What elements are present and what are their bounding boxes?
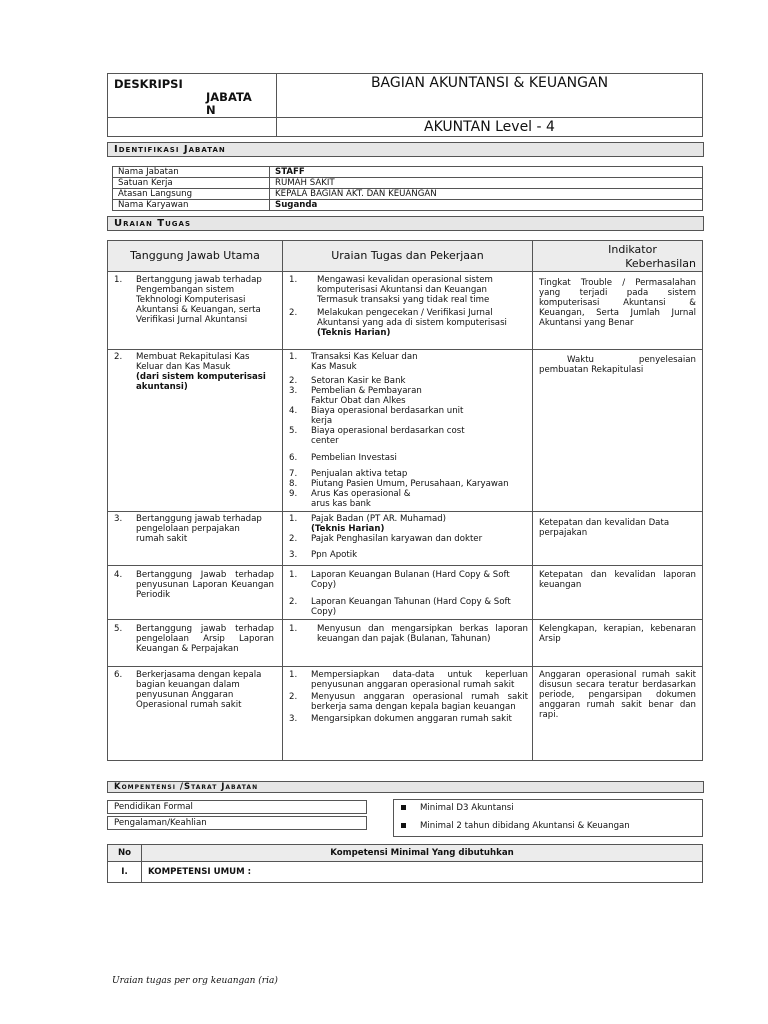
task-text: Arus Kas operasional & bbox=[311, 489, 411, 499]
header-subtitle: AKUNTAN Level - 4 bbox=[277, 118, 703, 137]
footer-note: Uraian tugas per org keuangan (ria) bbox=[112, 976, 278, 986]
task-number: 1. bbox=[289, 514, 298, 524]
task-number: 7. bbox=[289, 469, 298, 479]
identifikasi-heading: Identifikasi Jabatan bbox=[107, 142, 704, 157]
task-text: Faktur Obat dan Alkes bbox=[311, 396, 406, 406]
pengalaman-value bbox=[401, 821, 630, 831]
row-responsibility: Bertanggung Jawab terhadap penyusunan Laporan Keuangan Periodik bbox=[136, 570, 274, 600]
task-number: 1. bbox=[289, 624, 298, 634]
task-text: Menyusun dan mengarsipkan berkas laporan keuangan dan pajak (Bulanan, Tahunan) bbox=[317, 624, 528, 644]
identifikasi-label: Nama Karyawan bbox=[113, 200, 270, 211]
task-text: Setoran Kasir ke Bank bbox=[311, 376, 406, 386]
pengalaman-value-text: Minimal 2 tahun dibidang Akuntansi & Keuangan bbox=[420, 821, 630, 831]
header-left-cell bbox=[108, 74, 277, 118]
col-indikator-line1: Indikator bbox=[608, 243, 657, 256]
task-number: 1. bbox=[289, 570, 298, 580]
table-row bbox=[108, 667, 703, 761]
task-text: Pajak Badan (PT AR. Muhamad) bbox=[311, 514, 447, 524]
identifikasi-value: RUMAH SAKIT bbox=[270, 178, 703, 189]
identifikasi-value: STAFF bbox=[270, 167, 703, 178]
task-text: Laporan Keuangan Bulanan (Hard Copy & Soft Copy) bbox=[311, 570, 510, 590]
identifikasi-label: Satuan Kerja bbox=[113, 178, 270, 189]
task-number: 3. bbox=[289, 714, 298, 724]
row-indicator: Waktu penyelesaian pembuatan Rekapitulasi bbox=[533, 350, 703, 512]
col-indikator bbox=[533, 241, 703, 272]
task-number: 2. bbox=[289, 534, 298, 544]
row-responsibility: Membuat Rekapitulasi Kas Keluar dan Kas Masuk bbox=[136, 352, 250, 372]
task-text: Biaya operasional berdasarkan cost center bbox=[311, 426, 465, 446]
task-text: Mengarsipkan dokumen anggaran rumah sakit bbox=[311, 714, 512, 724]
task-text: Ppn Apotik bbox=[311, 550, 358, 560]
table-row bbox=[108, 620, 703, 667]
kompetensi-heading: Kompentensi /Starat Jabatan bbox=[107, 781, 704, 793]
task-text: Pembelian Investasi bbox=[311, 453, 397, 463]
task-number: 6. bbox=[289, 453, 298, 463]
header-left-line1: DESKRIPSI bbox=[114, 77, 183, 91]
row-number: 2. bbox=[114, 352, 123, 362]
pendidikan-value bbox=[401, 803, 514, 813]
header-left-line3: N bbox=[206, 103, 216, 117]
row-indicator: Tingkat Trouble / Permasalahan yang terjadi pada sistem komputerisasi Akuntansi & Keuangan, Serta Jumlah Jurnal Akuntansi yang Benar bbox=[533, 272, 703, 350]
task-number: 1. bbox=[289, 275, 298, 285]
row-number: I. bbox=[108, 862, 142, 883]
kompetensi-table bbox=[107, 844, 703, 883]
header-table bbox=[107, 73, 703, 137]
uraian-heading: Uraian Tugas bbox=[107, 216, 704, 231]
row-indicator: Ketepatan dan kevalidan laporan keuangan bbox=[533, 566, 703, 620]
pendidikan-label: Pendidikan Formal bbox=[107, 800, 367, 814]
task-text: Mempersiapkan data-data untuk keperluan penyusunan anggaran operasional rumah sakit bbox=[311, 670, 528, 690]
table-row bbox=[108, 566, 703, 620]
uraian-table bbox=[107, 240, 703, 761]
table-row bbox=[108, 350, 703, 512]
table-row bbox=[108, 862, 703, 883]
task-number: 2. bbox=[289, 597, 298, 607]
task-number: 1. bbox=[289, 352, 298, 362]
task-number: 1. bbox=[289, 670, 298, 680]
bullet-icon bbox=[401, 823, 406, 828]
task-number: 5. bbox=[289, 426, 298, 436]
row-indicator: Kelengkapan, kerapian, kebenaran Arsip bbox=[533, 620, 703, 667]
task-text: Biaya operasional berdasarkan unit kerja bbox=[311, 406, 464, 426]
row-number: 3. bbox=[114, 514, 123, 524]
col-kompetensi: Kompetensi Minimal Yang dibutuhkan bbox=[142, 845, 703, 862]
pendidikan-value-text: Minimal D3 Akuntansi bbox=[420, 803, 514, 813]
row-responsibility: Bertanggung jawab terhadap pengelolaan perpajakan rumah sakit bbox=[136, 514, 262, 544]
col-uraian-tugas: Uraian Tugas dan Pekerjaan bbox=[283, 241, 533, 272]
task-number: 9. bbox=[289, 489, 298, 499]
task-number: 3. bbox=[289, 386, 298, 396]
table-row bbox=[108, 512, 703, 566]
row-number: 5. bbox=[114, 624, 123, 634]
task-text: Mengawasi kevalidan operasional sistem komputerisasi Akuntansi dan Keuangan bbox=[317, 275, 493, 295]
task-text: Laporan Keuangan Tahunan (Hard Copy & Soft Copy) bbox=[311, 597, 511, 617]
col-indikator-line2: Keberhasilan bbox=[625, 257, 696, 270]
task-text-bold: (Teknis Harian) bbox=[311, 524, 385, 534]
task-number: 8. bbox=[289, 479, 298, 489]
task-text-bold: (Teknis Harian) bbox=[317, 328, 391, 338]
task-text: Termasuk transaksi yang tidak real time bbox=[317, 295, 490, 305]
row-responsibility: Bertanggung jawab terhadap Pengembangan sistem Tekhnologi Komputerisasi Akuntansi & Keuangan, serta Verifikasi Jurnal Akuntansi bbox=[136, 275, 262, 325]
row-kompetensi-text: KOMPETENSI UMUM : bbox=[142, 862, 703, 883]
identifikasi-table bbox=[112, 166, 703, 211]
col-no: No bbox=[108, 845, 142, 862]
col-tanggung-jawab: Tanggung Jawab Utama bbox=[108, 241, 283, 272]
task-text: Melakukan pengecekan / Verifikasi Jurnal Akuntansi yang ada di sistem komputerisasi bbox=[317, 308, 507, 328]
header-left-line2: JABATA bbox=[206, 90, 252, 104]
task-number: 4. bbox=[289, 406, 298, 416]
identifikasi-value: Suganda bbox=[270, 200, 703, 211]
pengalaman-label: Pengalaman/Keahlian bbox=[107, 816, 367, 830]
task-text: arus kas bank bbox=[311, 499, 371, 509]
bullet-icon bbox=[401, 805, 406, 810]
task-text: Pembelian & Pembayaran bbox=[311, 386, 422, 396]
task-number: 3. bbox=[289, 550, 298, 560]
row-indicator: Ketepatan dan kevalidan Data perpajakan bbox=[533, 512, 703, 566]
task-text: Kas Masuk bbox=[311, 362, 357, 372]
identifikasi-label: Nama Jabatan bbox=[113, 167, 270, 178]
task-number: 2. bbox=[289, 692, 298, 702]
task-text: Menyusun anggaran operasional rumah sakit berkerja sama dengan kepala bagian keuangan bbox=[311, 692, 528, 712]
row-responsibility: Berkerjasama dengan kepala bagian keuangan dalam penyusunan Anggaran Operasional rumah sakit bbox=[136, 670, 262, 710]
task-number: 2. bbox=[289, 376, 298, 386]
task-text: Penjualan aktiva tetap bbox=[311, 469, 408, 479]
identifikasi-label: Atasan Langsung bbox=[113, 189, 270, 200]
row-number: 1. bbox=[114, 275, 123, 285]
task-text: Piutang Pasien Umum, Perusahaan, Karyawan bbox=[311, 479, 509, 489]
row-number: 6. bbox=[114, 670, 123, 680]
identifikasi-value: KEPALA BAGIAN AKT. DAN KEUANGAN bbox=[270, 189, 703, 200]
row-indicator: Anggaran operasional rumah sakit disusun secara teratur berdasarkan periode, pengarsipan dokumen anggaran rumah sakit benar dan rapi. bbox=[533, 667, 703, 761]
row-number: 4. bbox=[114, 570, 123, 580]
task-text: Pajak Penghasilan karyawan dan dokter bbox=[311, 534, 483, 544]
header-title: BAGIAN AKUNTANSI & KEUANGAN bbox=[277, 74, 703, 118]
row-responsibility: Bertanggung jawab terhadap pengelolaan Arsip Laporan Keuangan & Perpajakan bbox=[136, 624, 274, 654]
task-number: 2. bbox=[289, 308, 298, 318]
table-row bbox=[108, 272, 703, 350]
task-text: Transaksi Kas Keluar dan bbox=[311, 352, 418, 362]
row-responsibility-bold: (dari sistem komputerisasi akuntansi) bbox=[136, 372, 266, 392]
